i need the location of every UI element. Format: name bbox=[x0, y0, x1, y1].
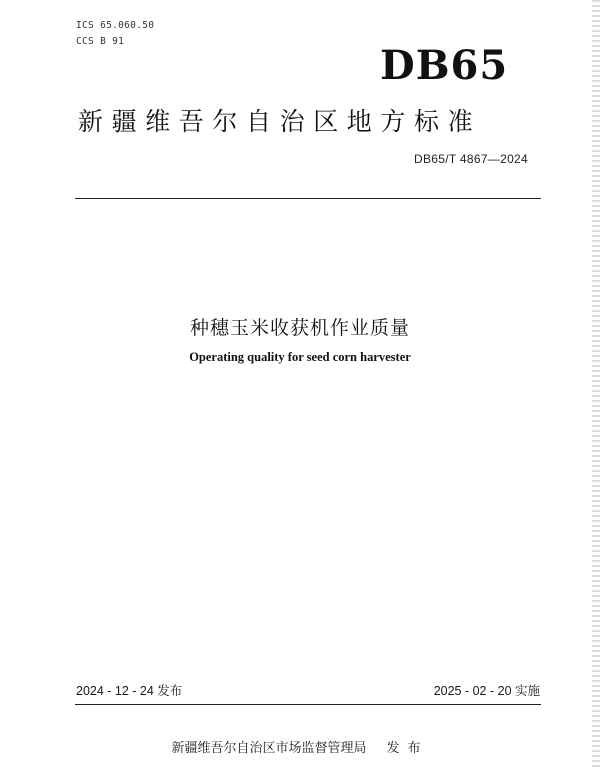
publisher-line bbox=[0, 737, 600, 756]
standard-logo: DB65 bbox=[380, 42, 509, 89]
standard-number: DB65/T 4867—2024 bbox=[414, 152, 528, 166]
publisher-name: 新疆维吾尔自治区市场监督管理局 bbox=[171, 741, 367, 756]
issue-date: 2024 - 12 - 24 发布 bbox=[76, 684, 183, 698]
top-divider bbox=[75, 198, 541, 199]
publish-action: 发布 bbox=[386, 741, 429, 756]
ics-code: ICS 65.060.50 bbox=[76, 20, 155, 31]
scan-edge-artifact bbox=[592, 0, 600, 767]
implementation-date: 2025 - 02 - 20 实施 bbox=[433, 684, 540, 698]
ccs-code: CCS B 91 bbox=[76, 36, 125, 47]
document-title-chinese: 种穗玉米收获机作业质量 bbox=[189, 317, 410, 339]
issuing-authority-title: 新疆维吾尔自治区地方标准 bbox=[78, 107, 482, 136]
bottom-divider bbox=[75, 704, 541, 705]
document-title-english: Operating quality for seed corn harvester bbox=[189, 350, 411, 364]
